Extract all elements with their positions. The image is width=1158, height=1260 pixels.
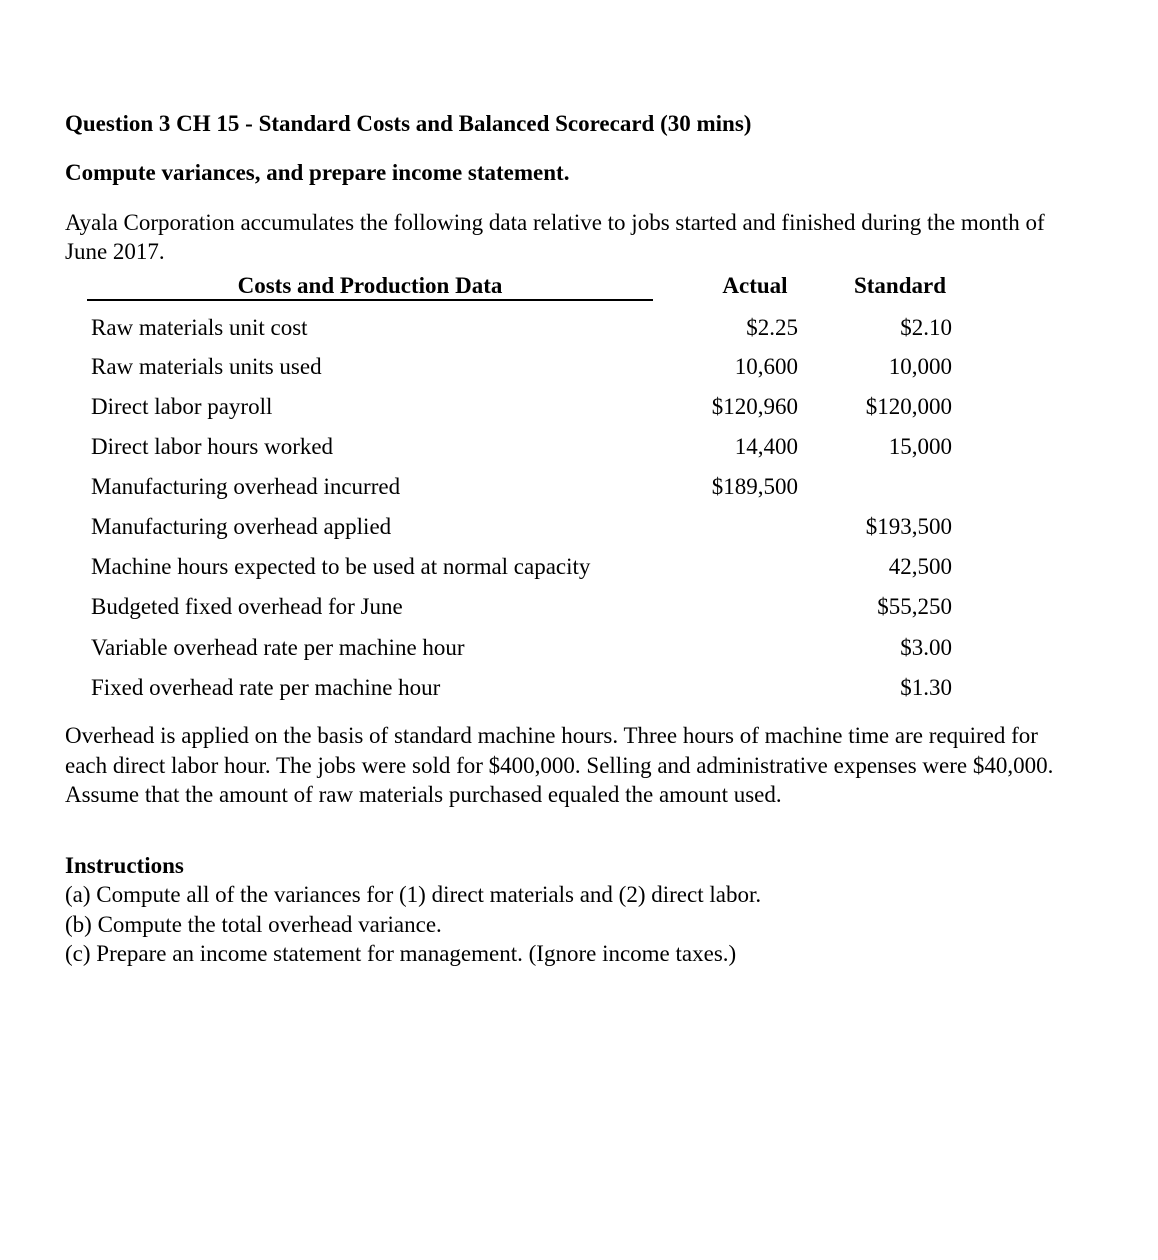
row-label: Machine hours expected to be used at normal capacity xyxy=(91,554,591,579)
row-standard: 10,000 xyxy=(888,354,952,379)
row-label: Variable overhead rate per machine hour xyxy=(91,635,465,660)
row-standard: $2.10 xyxy=(900,315,952,340)
row-label: Raw materials units used xyxy=(91,354,322,379)
table-header-rule xyxy=(87,299,653,301)
row-standard: $120,000 xyxy=(865,394,952,419)
row-standard: 42,500 xyxy=(888,554,952,579)
row-label: Direct labor payroll xyxy=(91,394,273,419)
question-subtitle: Compute variances, and prepare income statement. xyxy=(65,160,570,185)
table-row xyxy=(0,354,1158,394)
intro-paragraph: Ayala Corporation accumulates the following data relative to jobs started and finished during the month of June 2017. xyxy=(65,210,1045,264)
table-row xyxy=(0,594,1158,634)
question-title: Question 3 CH 15 - Standard Costs and Balanced Scorecard (30 mins) xyxy=(65,111,752,136)
table-header-label: Costs and Production Data xyxy=(237,273,503,298)
table-row xyxy=(0,514,1158,554)
row-actual: 14,400 xyxy=(734,434,798,459)
row-label: Manufacturing overhead incurred xyxy=(91,474,401,499)
table-row xyxy=(0,434,1158,474)
instructions-heading: Instructions xyxy=(65,853,184,878)
table-row xyxy=(0,474,1158,514)
row-standard: 15,000 xyxy=(888,434,952,459)
table-row xyxy=(0,394,1158,434)
table-row xyxy=(0,675,1158,715)
row-label: Budgeted fixed overhead for June xyxy=(91,594,403,619)
row-standard: $55,250 xyxy=(877,594,952,619)
table-row xyxy=(0,635,1158,675)
row-label: Fixed overhead rate per machine hour xyxy=(91,675,441,700)
instruction-item: (b) Compute the total overhead variance. xyxy=(65,912,442,937)
row-standard: $3.00 xyxy=(900,635,952,660)
row-label: Raw materials unit cost xyxy=(91,315,308,340)
notes-paragraph: Overhead is applied on the basis of standard machine hours. Three hours of machine time are required for each direct labor hour. The jobs were sold for $400,000. Selling and administrative expenses were $40,000. Assume that the amount of raw materials purchased equaled the amount used. xyxy=(65,723,1054,808)
row-standard: $193,500 xyxy=(865,514,952,539)
row-actual: $2.25 xyxy=(746,315,798,340)
instruction-item: (c) Prepare an income statement for management. (Ignore income taxes.) xyxy=(65,941,737,966)
row-actual: 10,600 xyxy=(734,354,798,379)
table-row xyxy=(0,554,1158,594)
table-row xyxy=(0,315,1158,355)
table-header-actual: Actual xyxy=(722,273,788,298)
table-header-standard: Standard xyxy=(853,273,947,298)
row-label: Manufacturing overhead applied xyxy=(91,514,392,539)
instruction-item: (a) Compute all of the variances for (1) direct materials and (2) direct labor. xyxy=(65,882,762,907)
row-label: Direct labor hours worked xyxy=(91,434,334,459)
row-standard: $1.30 xyxy=(900,675,952,700)
row-actual: $120,960 xyxy=(711,394,798,419)
row-actual: $189,500 xyxy=(711,474,798,499)
